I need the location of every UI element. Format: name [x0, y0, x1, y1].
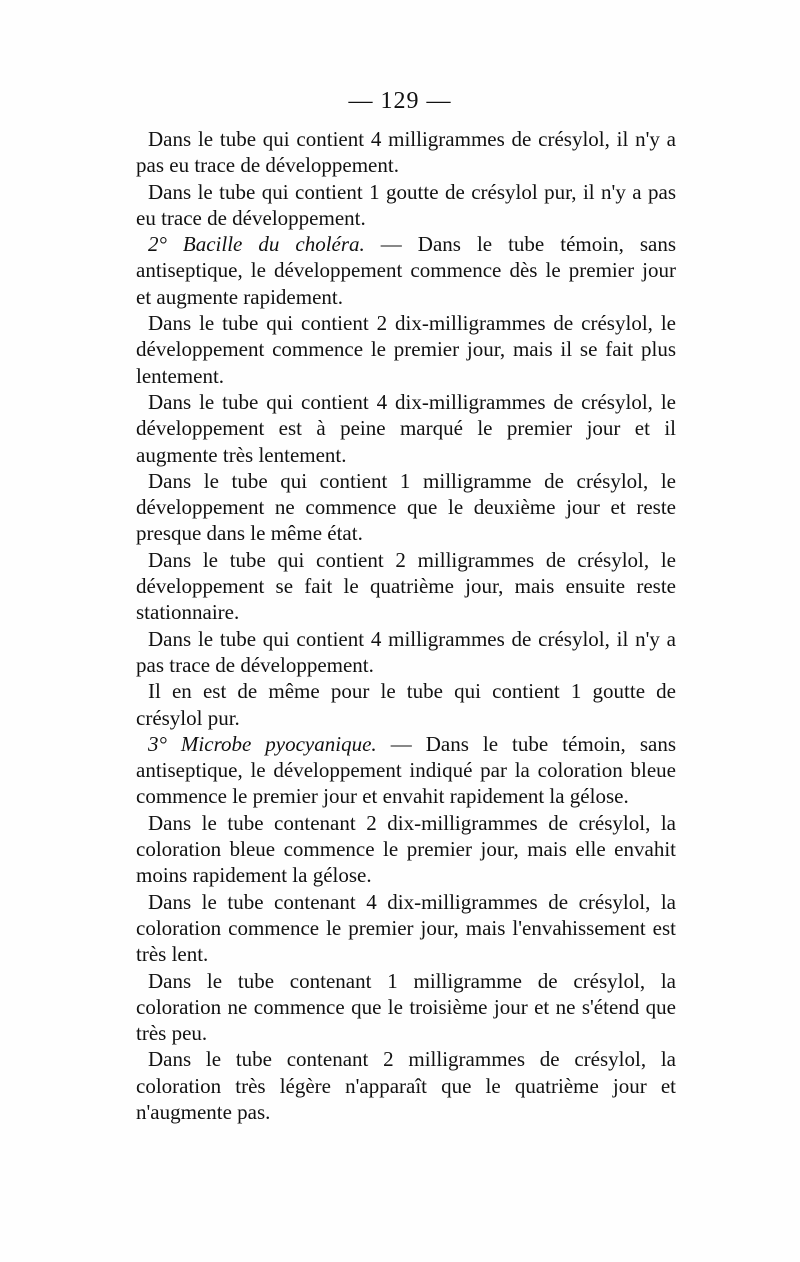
paragraph-text: Dans le tube qui contient 2 dix-milligrammes de crésylol, le développement commence le premier jour, mais il se fait plus lentement. [136, 311, 676, 388]
section-heading: 2° Bacille du choléra. [148, 232, 365, 257]
paragraph [136, 231, 676, 310]
paragraph [136, 179, 676, 232]
paragraph-text: Dans le tube contenant 2 milligrammes de crésylol, la coloration très légère n'apparaît que le quatrième jour et n'augmente pas. [136, 1047, 676, 1124]
paragraph-text: — Dans le tube témoin, sans antiseptique, le développement commence dès le premier jour et augmente rapidement. [136, 232, 676, 309]
paragraph [136, 968, 676, 1047]
paragraph [136, 678, 676, 731]
page-number: — 129 — [348, 88, 452, 114]
paragraph-text: Dans le tube qui contient 1 milligramme de crésylol, le développement ne commence que le deuxième jour et reste presque dans le même état. [136, 468, 676, 546]
paragraph-text: Dans le tube contenant 1 milligramme de crésylol, la coloration ne commence que le troisième jour et ne s'étend que très peu. [136, 968, 676, 1046]
paragraph-text: Dans le tube qui contient 4 milligrammes de crésylol, il n'y a pas trace de développement. [136, 626, 676, 677]
paragraph [136, 389, 676, 468]
body-text [136, 126, 676, 1125]
paragraph-text: Dans le tube qui contient 4 dix-milligrammes de crésylol, le développement est à peine marqué le premier jour et il augmente très lentement. [136, 389, 676, 467]
paragraph [136, 126, 676, 179]
paragraph [136, 468, 676, 547]
paragraph [136, 731, 676, 810]
paragraph-text: Dans le tube qui contient 4 milligrammes de crésylol, il n'y a pas eu trace de développement. [136, 127, 676, 178]
paragraph [136, 810, 676, 889]
paragraph-text: Dans le tube contenant 2 dix-milligrammes de crésylol, la coloration bleue commence le premier jour, mais elle envahit moins rapidement la gélose. [136, 810, 676, 888]
paragraph-text: Dans le tube contenant 4 dix-milligrammes de crésylol, la coloration commence le premier jour, mais l'envahissement est très lent. [136, 889, 676, 967]
paragraph-text: Dans le tube qui contient 2 milligrammes de crésylol, le développement se fait le quatrième jour, mais ensuite reste stationnaire. [136, 547, 676, 625]
paragraph [136, 1046, 676, 1125]
paragraph [136, 889, 676, 968]
paragraph-text: — Dans le tube témoin, sans antiseptique, le développement indiqué par la coloration bleue commence le premier jour et envahit rapidement la gélose. [136, 731, 676, 809]
paragraph-text: Dans le tube qui contient 1 goutte de crésylol pur, il n'y a pas eu trace de développement. [136, 179, 676, 230]
paragraph-text: Il en est de même pour le tube qui contient 1 goutte de crésylol pur. [136, 679, 676, 730]
paragraph [136, 547, 676, 626]
paragraph [136, 310, 676, 389]
paragraph [136, 626, 676, 679]
section-heading: 3° Microbe pyocyanique. [148, 731, 377, 756]
